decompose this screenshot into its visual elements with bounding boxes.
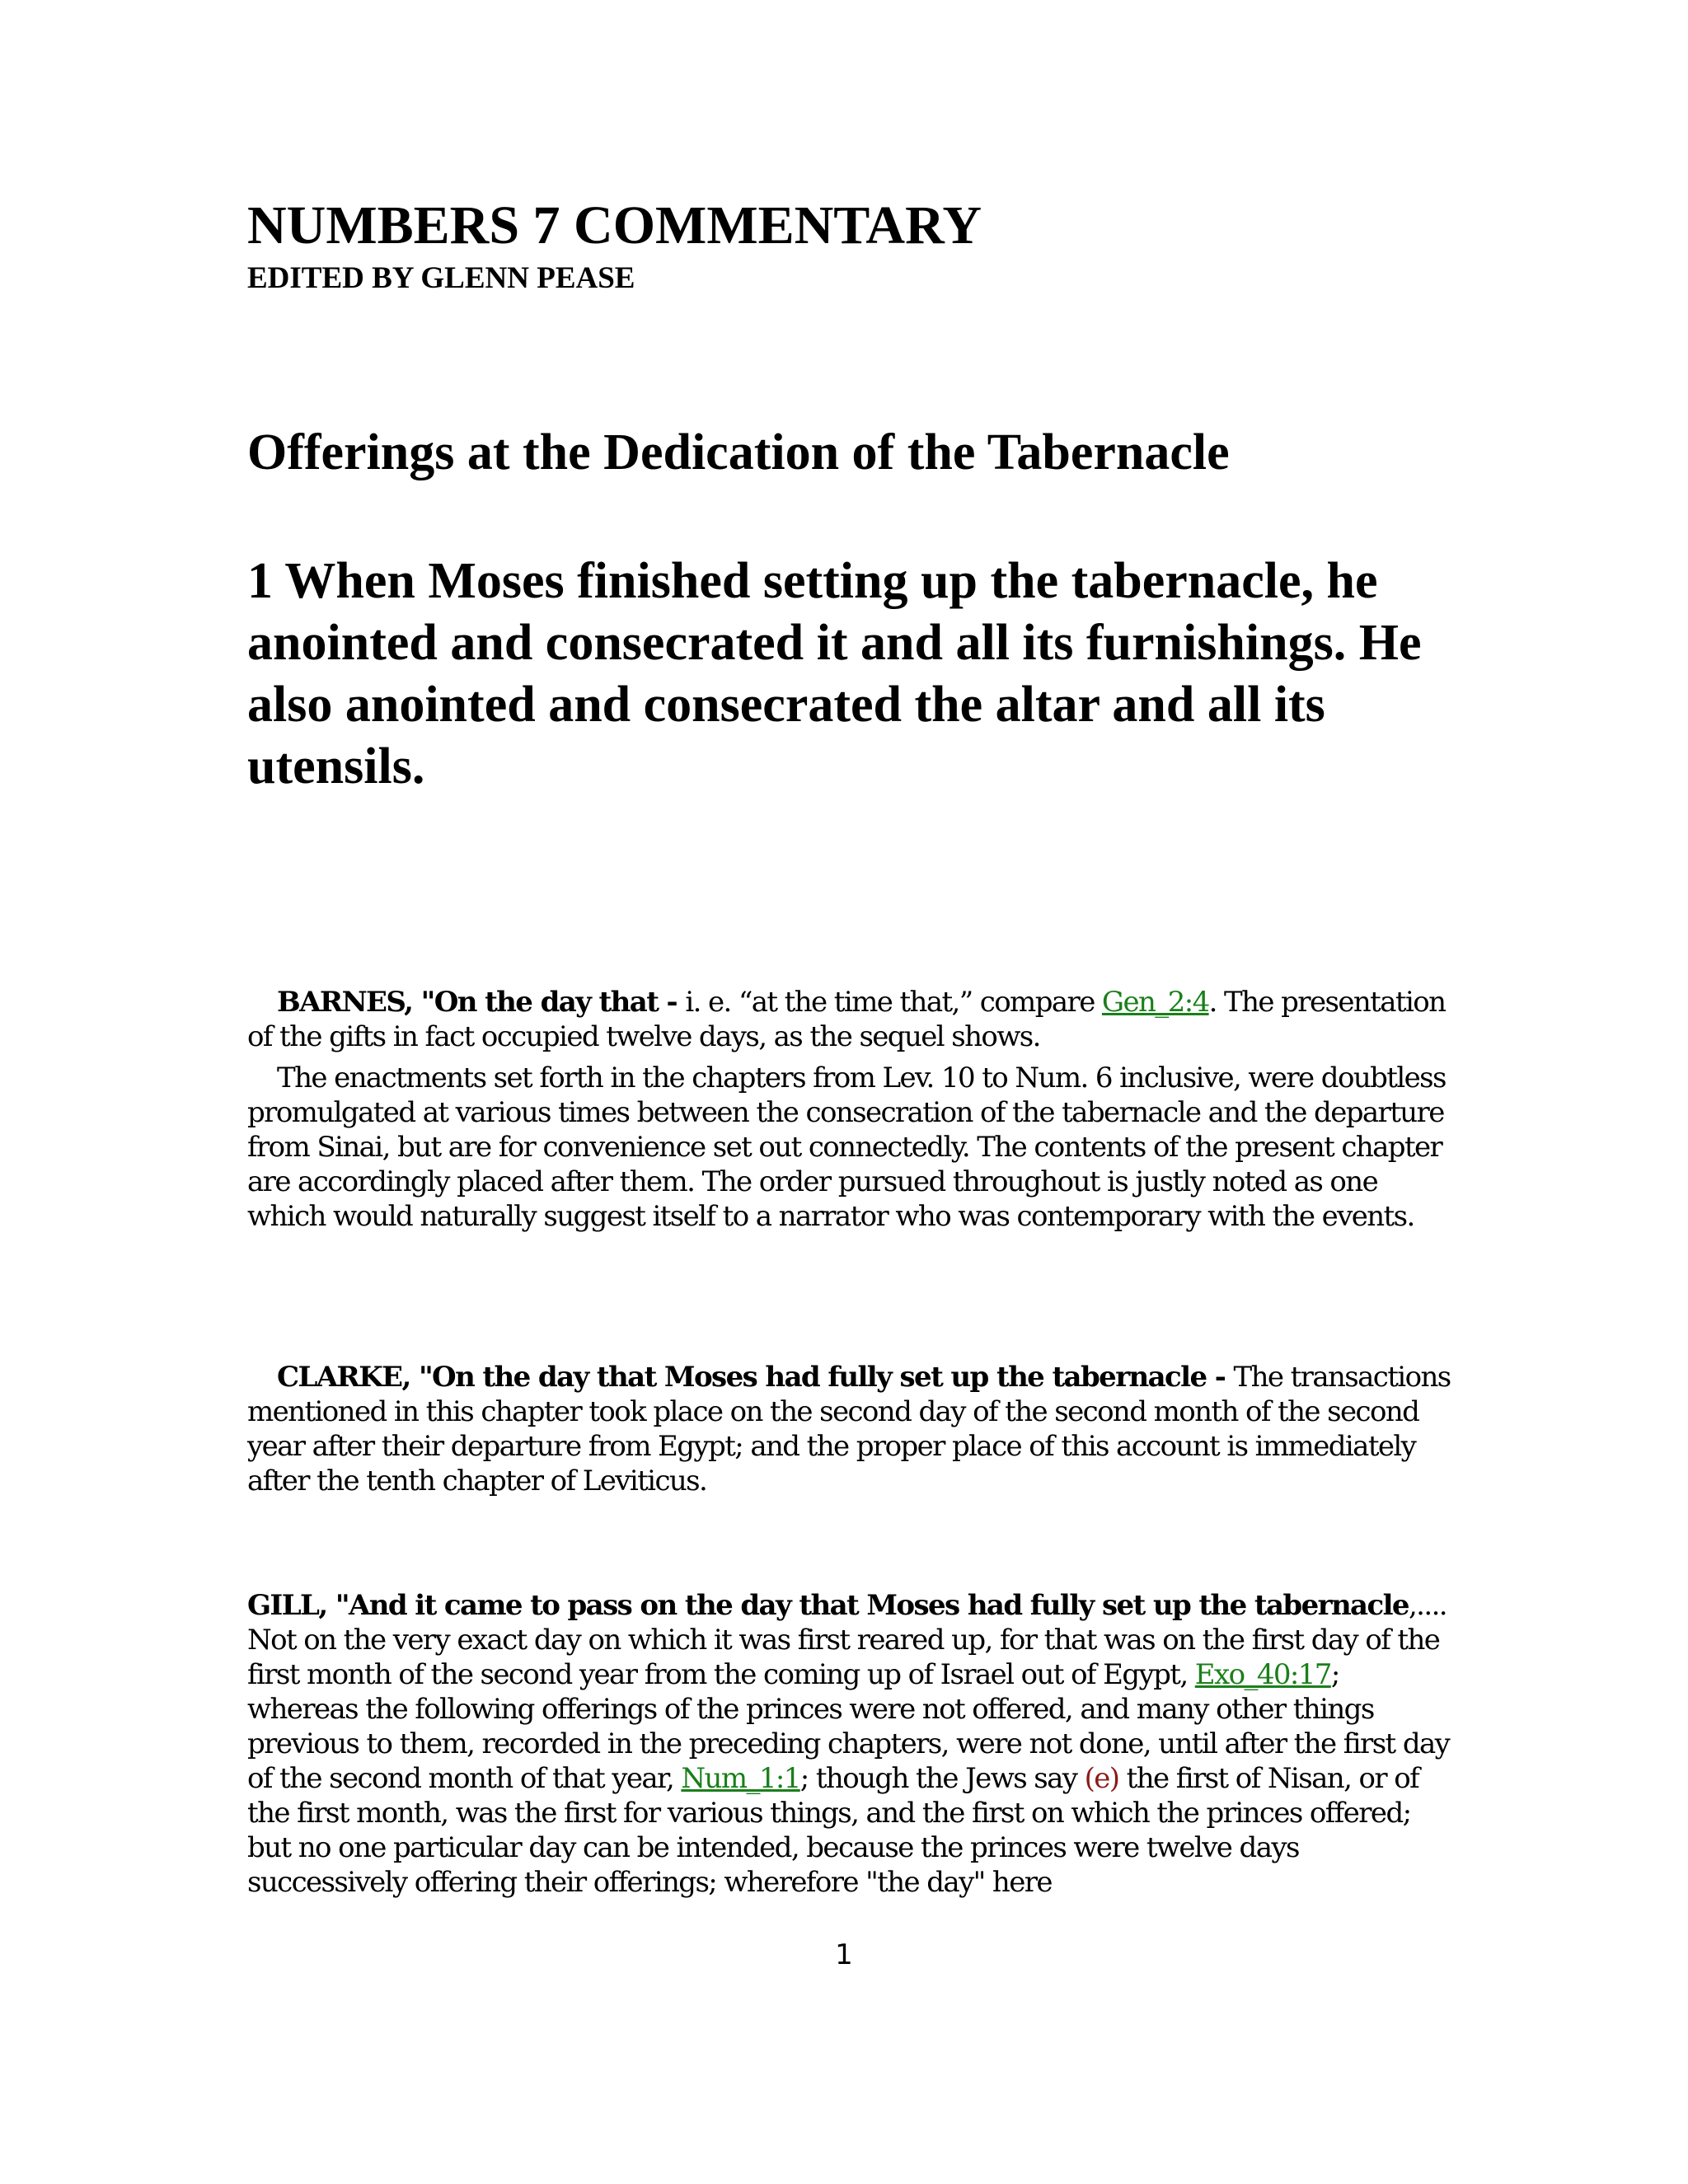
clarke-paragraph (247, 1360, 1451, 1498)
barnes-paragraph-1 (247, 985, 1451, 1054)
barnes-text: i. e. “at the time that,” compare (685, 986, 1102, 1019)
gill-text: ; though the Jews say (799, 1762, 1085, 1795)
section-heading: Offerings at the Dedication of the Tabernacle (247, 424, 1230, 480)
clarke-text: The transactions mentioned in this chapter took place on the second day of the second month of the second year after their departure from Egypt; and the proper place of this account is immediately after the tenth chapter of Leviticus. (247, 1361, 1451, 1497)
gill-paragraph (247, 1588, 1451, 1900)
barnes-label: BARNES, "On the day that - (277, 986, 686, 1019)
clarke-label: CLARKE, "On the day that Moses had fully set up the tabernacle - (277, 1361, 1234, 1394)
scripture-link-exo-40-17[interactable]: Exo_40:17 (1194, 1658, 1331, 1691)
editor-line: EDITED BY GLENN PEASE (247, 261, 635, 295)
clarke-commentary (247, 1360, 1451, 1498)
gill-text: the first of Nisan, or of the first month, was the first for various things, and the first on which the princes offered; but no one particular day can be intended, because the princes were twelve days successively offering their offerings; wherefore "the day" here (247, 1762, 1419, 1899)
footnote-marker[interactable]: (e) (1084, 1762, 1119, 1795)
page-title: NUMBERS 7 COMMENTARY (247, 195, 982, 255)
barnes-text: . The presentation of the gifts in fact occupied twelve days, as the sequel shows. (247, 986, 1446, 1053)
gill-text: ; whereas the following offerings of the princes were not offered, and many other things previous to them, recorded in the preceding chapters, were not done, until after the first day of the second month of that year, (247, 1658, 1450, 1795)
barnes-commentary (247, 985, 1451, 1234)
gill-label: GILL, "And it came to pass on the day that Moses had fully set up the tabernacle (247, 1589, 1409, 1622)
gill-commentary (247, 1588, 1451, 1900)
scripture-link-gen-2-4[interactable]: Gen_2:4 (1101, 986, 1209, 1019)
page-number: 1 (835, 1938, 853, 1971)
verse-text: 1 When Moses finished setting up the tabernacle, he anointed and consecrated it and all its furnishings. He also anointed and consecrated the altar and all its utensils. (247, 553, 1422, 794)
gill-text: ,.... Not on the very exact day on which it was first reared up, for that was on the first day of the first month of the second year from the coming up of Israel out of Egypt, (247, 1589, 1447, 1691)
barnes-paragraph-2: The enactments set forth in the chapters from Lev. 10 to Num. 6 inclusive, were doubtless promulgated at various times between the consecration of the tabernacle and the departure from Sinai, but are for convenience set out connectedly. The contents of the present chapter are accordingly placed after them. The order pursued throughout is justly noted as one which would naturally suggest itself to a narrator who was contemporary with the events. (247, 1062, 1446, 1233)
scripture-link-num-1-1[interactable]: Num_1:1 (681, 1762, 800, 1795)
